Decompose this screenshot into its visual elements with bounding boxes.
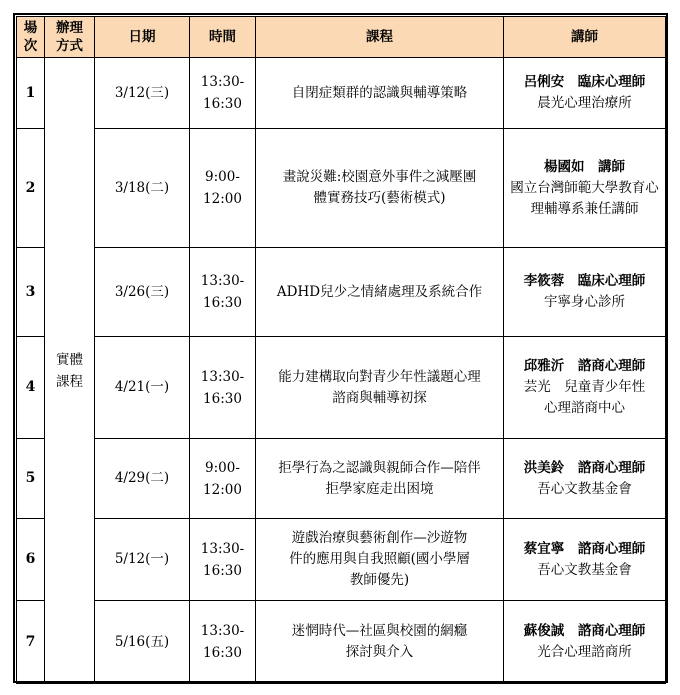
course-cell: 能力建構取向對青少年性議題心理諮商與輔導初探 — [256, 337, 504, 439]
header-time: 時間 — [190, 17, 256, 58]
teacher-org: 宇寧身心診所 — [544, 294, 625, 310]
session-number: 7 — [17, 601, 45, 684]
date-cell: 3/18(二) — [95, 129, 190, 248]
course-cell: ADHD兒少之情緒處理及系統合作 — [256, 248, 504, 337]
course-schedule-table — [16, 16, 666, 684]
course-cell: 畫說災難:校園意外事件之減壓團體實務技巧(藝術模式) — [256, 129, 504, 248]
teacher-org: 吾心文教基金會 — [537, 561, 632, 578]
time-cell: 13:30-16:30 — [190, 337, 256, 439]
session-number: 5 — [17, 439, 45, 519]
teacher-name: 蔡宜寧 諮商心理師 — [523, 540, 646, 557]
header-session: 場次 — [17, 17, 45, 58]
teacher-name: 呂俐安 臨床心理師 — [523, 74, 646, 90]
time-cell: 13:30-16:30 — [190, 601, 256, 684]
teacher-cell — [504, 337, 666, 439]
teacher-org: 晨光心理治療所 — [537, 95, 632, 111]
session-number: 3 — [17, 248, 45, 337]
course-cell: 自閉症類群的認識與輔導策略 — [256, 58, 504, 129]
header-teacher: 講師 — [504, 17, 666, 58]
time-cell: 13:30-16:30 — [190, 248, 256, 337]
table-row — [17, 248, 666, 337]
session-number: 2 — [17, 129, 45, 248]
teacher-name: 李筱蓉 臨床心理師 — [523, 273, 646, 289]
table-row — [17, 129, 666, 248]
date-cell: 3/12(三) — [95, 58, 190, 129]
session-number: 4 — [17, 337, 45, 439]
time-cell: 13:30-16:30 — [190, 519, 256, 601]
teacher-cell — [504, 601, 666, 684]
teacher-name: 蘇俊誠 諮商心理師 — [523, 623, 646, 639]
table-row — [17, 601, 666, 684]
teacher-org: 芸光 兒童青少年性心理諮商中心 — [523, 379, 646, 416]
table-row — [17, 519, 666, 601]
teacher-org: 吾心文教基金會 — [537, 480, 632, 497]
course-cell: 拒學行為之認識與親師合作—陪伴拒學家庭走出困境 — [256, 439, 504, 519]
time-cell: 9:00-12:00 — [190, 129, 256, 248]
teacher-cell — [504, 439, 666, 519]
course-cell: 迷惘時代—社區與校園的網癮探討與介入 — [256, 601, 504, 684]
teacher-name: 洪美鈴 諮商心理師 — [523, 459, 646, 476]
session-number: 1 — [17, 58, 45, 129]
teacher-name: 楊國如 講師 — [544, 158, 625, 175]
teacher-name: 邱雅沂 諮商心理師 — [523, 358, 646, 374]
header-course: 課程 — [256, 17, 504, 58]
date-cell: 4/21(一) — [95, 337, 190, 439]
time-cell: 13:30-16:30 — [190, 58, 256, 129]
method-cell: 實體課程 — [45, 58, 95, 684]
table-row — [17, 439, 666, 519]
teacher-org: 國立台灣師範大學教育心理輔導系兼任講師 — [510, 179, 659, 217]
teacher-cell — [504, 129, 666, 248]
teacher-cell — [504, 519, 666, 601]
header-method: 辦理方式 — [45, 17, 95, 58]
table-row — [17, 58, 666, 129]
course-cell: 遊戲治療與藝術創作—沙遊物件的應用與自我照顧(國小學層教師優先) — [256, 519, 504, 601]
teacher-cell — [504, 58, 666, 129]
time-cell: 9:00-12:00 — [190, 439, 256, 519]
teacher-cell — [504, 248, 666, 337]
date-cell: 5/16(五) — [95, 601, 190, 684]
table-row — [17, 337, 666, 439]
header-row — [17, 17, 666, 58]
session-number: 6 — [17, 519, 45, 601]
date-cell: 3/26(三) — [95, 248, 190, 337]
date-cell: 4/29(二) — [95, 439, 190, 519]
teacher-org: 光合心理諮商所 — [537, 644, 632, 660]
date-cell: 5/12(一) — [95, 519, 190, 601]
header-date: 日期 — [95, 17, 190, 58]
